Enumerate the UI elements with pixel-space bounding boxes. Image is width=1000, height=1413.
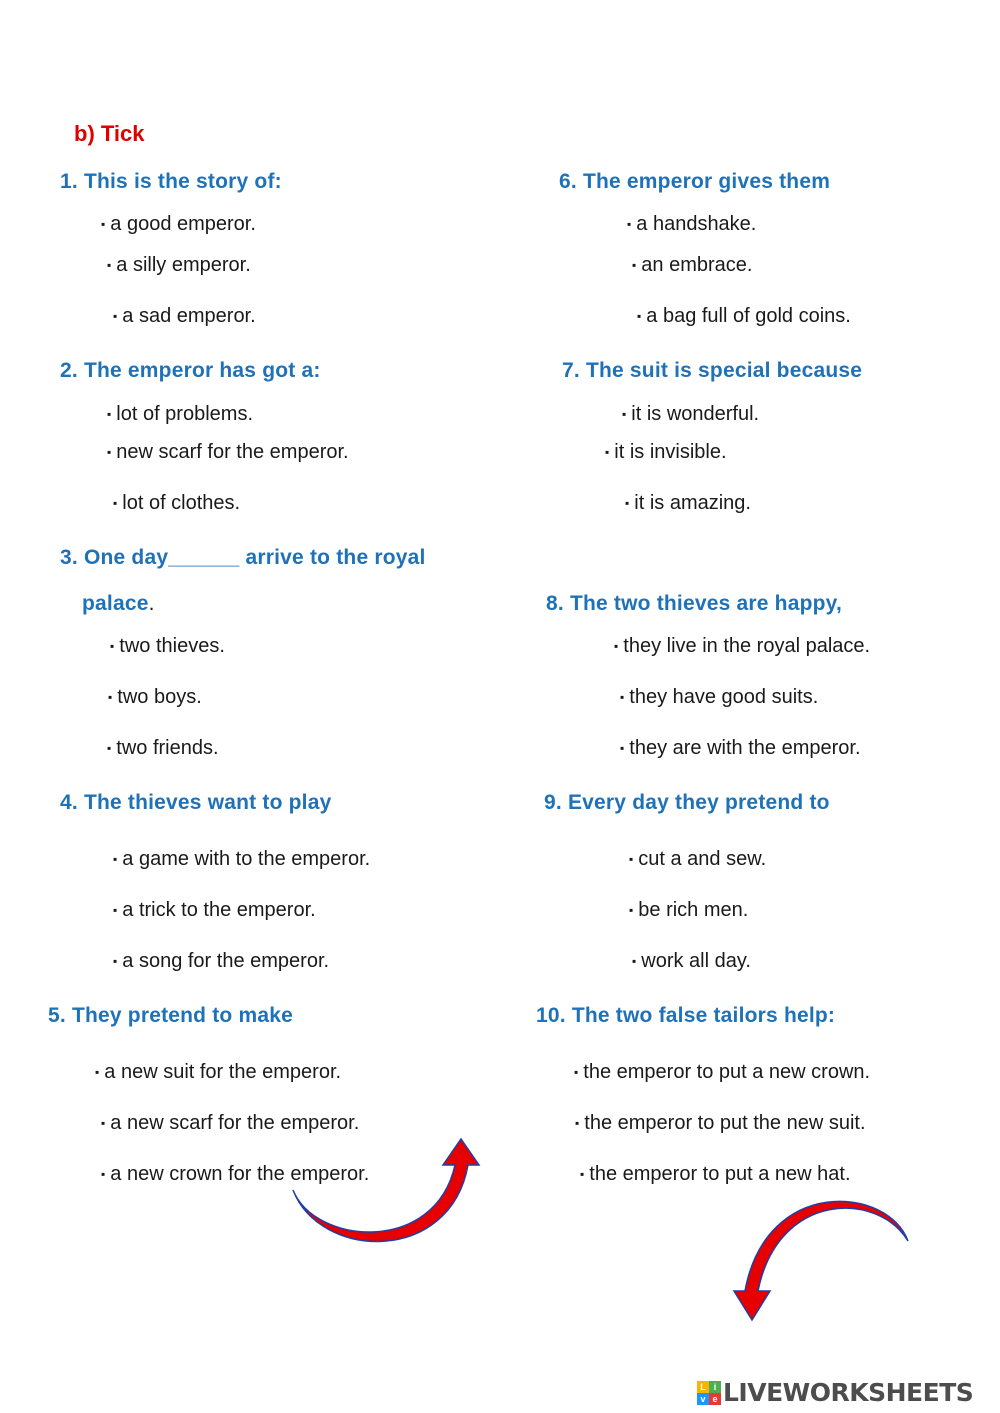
bullet-icon: ▪ — [107, 741, 112, 755]
bullet-icon: ▪ — [580, 1167, 585, 1181]
section-title: b) Tick — [74, 121, 145, 146]
bullet-icon: ▪ — [101, 1116, 106, 1130]
question-3-title-line-1: 3. One day______ arrive to the royal — [60, 546, 426, 569]
bullet-icon: ▪ — [620, 741, 625, 755]
bullet-icon: ▪ — [622, 407, 627, 421]
question-7-option-3[interactable]: ▪ it is amazing. — [625, 492, 751, 514]
question-2-option-1[interactable]: ▪ lot of problems. — [107, 403, 253, 425]
question-4-title: 4. The thieves want to play — [60, 791, 332, 814]
question-2-option-3[interactable]: ▪ lot of clothes. — [113, 492, 241, 514]
bullet-icon: ▪ — [632, 258, 637, 272]
question-10-option-3[interactable]: ▪ the emperor to put a new hat. — [580, 1163, 851, 1185]
question-4-option-1[interactable]: ▪ a game with to the emperor. — [113, 848, 371, 870]
question-8-option-1[interactable]: ▪ they live in the royal palace. — [614, 635, 871, 657]
bullet-icon: ▪ — [625, 496, 630, 510]
liveworksheets-wordmark: LIVEWORKSHEETS — [723, 1378, 974, 1407]
question-3-option-2[interactable]: ▪ two boys. — [108, 686, 202, 708]
bullet-icon: ▪ — [629, 903, 634, 917]
bullet-icon: ▪ — [113, 496, 118, 510]
bullet-icon: ▪ — [575, 1116, 580, 1130]
bullet-icon: ▪ — [574, 1065, 579, 1079]
question-5-title: 5. They pretend to make — [48, 1004, 294, 1027]
question-8-option-3[interactable]: ▪ they are with the emperor. — [620, 737, 861, 759]
question-9-option-1[interactable]: ▪ cut a and sew. — [629, 848, 767, 870]
question-3-option-1[interactable]: ▪ two thieves. — [110, 635, 225, 657]
question-9-option-3[interactable]: ▪ work all day. — [632, 950, 751, 972]
question-1-title: 1. This is the story of: — [60, 170, 282, 193]
bullet-icon: ▪ — [113, 852, 118, 866]
bullet-icon: ▪ — [108, 690, 113, 704]
bullet-icon: ▪ — [605, 445, 610, 459]
curved-arrow-down-left-icon[interactable] — [728, 1196, 918, 1326]
question-9-option-2[interactable]: ▪ be rich men. — [629, 899, 749, 921]
question-6-option-2[interactable]: ▪ an embrace. — [632, 254, 753, 276]
question-7-option-2[interactable]: ▪ it is invisible. — [605, 441, 727, 463]
question-9-title: 9. Every day they pretend to — [544, 791, 830, 814]
question-10-option-2[interactable]: ▪ the emperor to put the new suit. — [575, 1112, 866, 1134]
question-6-option-3[interactable]: ▪ a bag full of gold coins. — [637, 305, 851, 327]
liveworksheets-mark-icon: L i v e — [697, 1381, 721, 1405]
question-6-title: 6. The emperor gives them — [559, 170, 831, 193]
question-10-option-1[interactable]: ▪ the emperor to put a new crown. — [574, 1061, 871, 1083]
bullet-icon: ▪ — [113, 903, 118, 917]
bullet-icon: ▪ — [627, 217, 632, 231]
bullet-icon: ▪ — [113, 954, 118, 968]
question-2-title: 2. The emperor has got a: — [60, 359, 321, 382]
question-1-option-2[interactable]: ▪ a silly emperor. — [107, 254, 251, 276]
question-1-option-3[interactable]: ▪ a sad emperor. — [113, 305, 256, 327]
bullet-icon: ▪ — [107, 407, 112, 421]
question-1-option-1[interactable]: ▪ a good emperor. — [101, 213, 256, 235]
question-4-option-3[interactable]: ▪ a song for the emperor. — [113, 950, 330, 972]
question-5-option-2[interactable]: ▪ a new scarf for the emperor. — [101, 1112, 360, 1134]
curved-arrow-up-right-icon[interactable] — [285, 1135, 485, 1250]
bullet-icon: ▪ — [637, 309, 642, 323]
question-2-option-2[interactable]: ▪ new scarf for the emperor. — [107, 441, 349, 463]
bullet-icon: ▪ — [629, 852, 634, 866]
bullet-icon: ▪ — [110, 639, 115, 653]
question-7-option-1[interactable]: ▪ it is wonderful. — [622, 403, 760, 425]
question-5-option-1[interactable]: ▪ a new suit for the emperor. — [95, 1061, 342, 1083]
bullet-icon: ▪ — [101, 1167, 106, 1181]
question-8-title: 8. The two thieves are happy, — [546, 592, 842, 615]
bullet-icon: ▪ — [101, 217, 106, 231]
bullet-icon: ▪ — [95, 1065, 100, 1079]
question-5-option-3[interactable]: ▪ a new crown for the emperor. — [101, 1163, 370, 1185]
question-6-option-1[interactable]: ▪ a handshake. — [627, 213, 757, 235]
bullet-icon: ▪ — [614, 639, 619, 653]
bullet-icon: ▪ — [632, 954, 637, 968]
question-10-title: 10. The two false tailors help: — [536, 1004, 836, 1027]
question-3-option-3[interactable]: ▪ two friends. — [107, 737, 219, 759]
bullet-icon: ▪ — [620, 690, 625, 704]
bullet-icon: ▪ — [113, 309, 118, 323]
question-8-option-2[interactable]: ▪ they have good suits. — [620, 686, 819, 708]
question-3-title-line-2: palace. — [82, 592, 155, 615]
question-7-title: 7. The suit is special because — [562, 359, 863, 382]
bullet-icon: ▪ — [107, 445, 112, 459]
liveworksheets-logo — [697, 1378, 973, 1407]
bullet-icon: ▪ — [107, 258, 112, 272]
question-4-option-2[interactable]: ▪ a trick to the emperor. — [113, 899, 316, 921]
